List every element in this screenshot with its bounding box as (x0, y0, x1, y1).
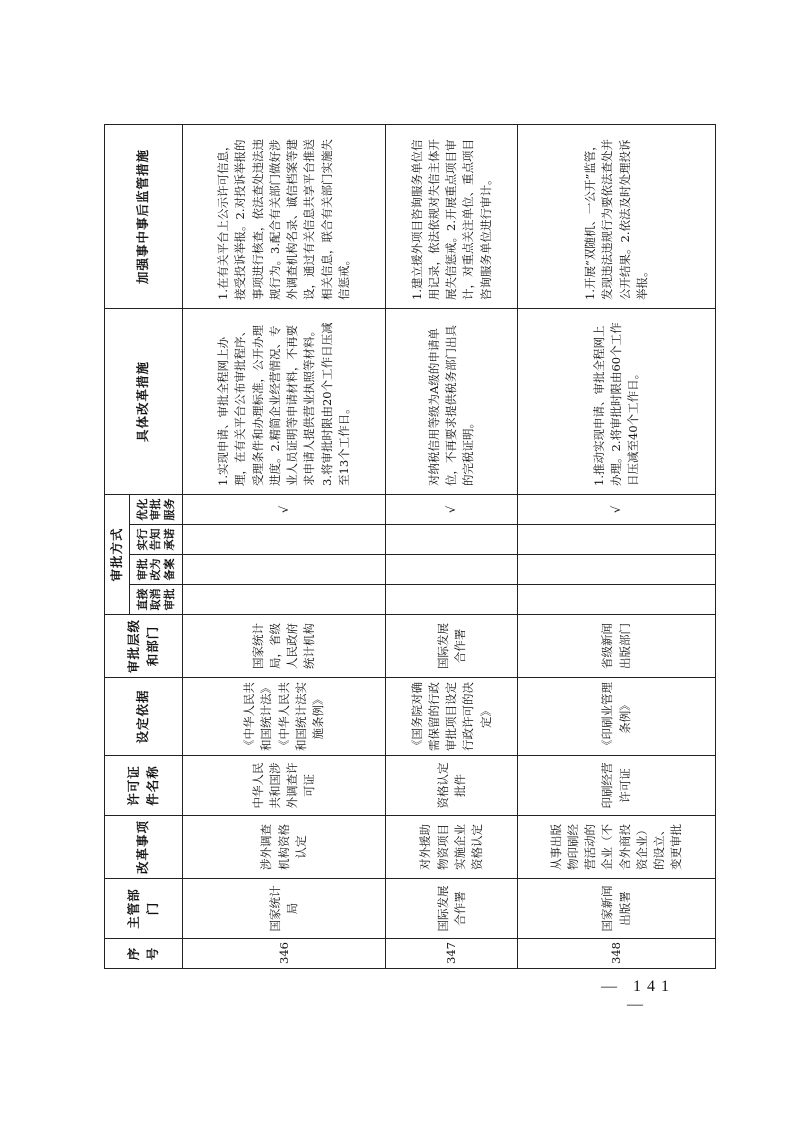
cell-cancel (386, 585, 518, 615)
cell-dept: 国家统计局 (183, 879, 386, 939)
cell-notify (386, 525, 518, 555)
cell-seq: 346 (183, 939, 386, 969)
cell-seq: 347 (386, 939, 518, 969)
cell-record (518, 555, 716, 585)
cell-supervision: 1.在有关平台上公示许可信息，接受投诉举报。2.对投诉举报的事项进行核查，依法查处违法违规行为。3.配合有关部门做好涉外调查机构名录、诚信档案等建设，通过有关信息共享平台推送相关信息，联合有关部门实施失信惩戒。 (183, 124, 386, 308)
cell-dept: 国际发展合作署 (386, 879, 518, 939)
header-mode-optimize: 优化审批服务 (130, 494, 183, 524)
cell-license: 中华人民共和国涉外调查许可证 (183, 756, 386, 816)
header-supervision: 加强事中事后监管措施 (105, 124, 183, 308)
page-number: — 141 — (601, 978, 675, 1013)
cell-basis: 《国务院对确需保留的行政审批项目设定行政许可的决定》 (386, 678, 518, 756)
cell-level: 国际发展合作署 (386, 615, 518, 678)
cell-optimize-check: √ (183, 494, 386, 524)
cell-dept: 国家新闻出版署 (518, 879, 716, 939)
cell-supervision: 1.建立援外项目咨询服务单位信用记录，依法依规对失信主体开展失信惩戒。2.开展重点项目审计，对重点关注单位、重点项目咨询服务单位进行审计。 (386, 124, 518, 308)
header-level: 审批层级和部门 (105, 615, 183, 678)
page-number-value: 141 (633, 978, 675, 995)
header-license: 许可证件名称 (105, 756, 183, 816)
cell-measures: 1.推动实现申请、审批全程网上办理。2.将审批时限由60个工作日压减至40个工作日。 (518, 308, 716, 494)
table-row (386, 124, 518, 968)
table-row (183, 124, 386, 968)
header-mode-record: 审批改为备案 (130, 555, 183, 585)
cell-measures: 1.实现申请、审批全程网上办理，在有关平台公布审批程序、受理条件和办理标准，公开办理进度。2.精简企业经营情况、专业人员证明等申请材料，不再要求申请人提供营业执照等材料。3.将审批时限由20个工作日压减至13个工作日。 (183, 308, 386, 494)
cell-level: 省级新闻出版部门 (518, 615, 716, 678)
header-mode: 审批方式 (105, 494, 130, 614)
cell-cancel (183, 585, 386, 615)
cell-level: 国家统计局，省级人民政府统计机构 (183, 615, 386, 678)
cell-record (183, 555, 386, 585)
cell-optimize-check: √ (518, 494, 716, 524)
header-row (105, 124, 130, 968)
header-mode-notify: 实行告知承诺 (130, 525, 183, 555)
cell-record (386, 555, 518, 585)
cell-optimize-check: √ (386, 494, 518, 524)
cell-basis: 《印刷业管理条例》 (518, 678, 716, 756)
cell-basis: 《中华人民共和国统计法》《中华人民共和国统计法实施条例》 (183, 678, 386, 756)
header-dept: 主管部门 (105, 879, 183, 939)
cell-seq: 348 (518, 939, 716, 969)
cell-notify (518, 525, 716, 555)
table-row (518, 124, 716, 968)
cell-item: 对外援助物资项目实施企业资格认定 (386, 816, 518, 879)
rotated-table-wrapper (104, 125, 716, 969)
header-seq: 序号 (105, 939, 183, 969)
cell-license: 资格认定批件 (386, 756, 518, 816)
cell-item: 涉外调查机构资格认定 (183, 816, 386, 879)
cell-notify (183, 525, 386, 555)
header-item: 改革事项 (105, 816, 183, 879)
reform-table (104, 124, 716, 969)
cell-license: 印刷经营许可证 (518, 756, 716, 816)
cell-supervision: 1.开展“双随机、一公开”监管，发现违法违规行为要依法查处并公开结果。2.依法及时处理投诉举报。 (518, 124, 716, 308)
header-mode-cancel: 直接取消审批 (130, 585, 183, 615)
header-basis: 设定依据 (105, 678, 183, 756)
header-measures: 具体改革措施 (105, 308, 183, 494)
cell-item: 从事出版物印刷经营活动的企业（不含外商投资企业）的设立、变更审批 (518, 816, 716, 879)
cell-measures: 对纳税信用等级为A级的申请单位，不再要求提供税务部门出具的完税证明。 (386, 308, 518, 494)
cell-cancel (518, 585, 716, 615)
